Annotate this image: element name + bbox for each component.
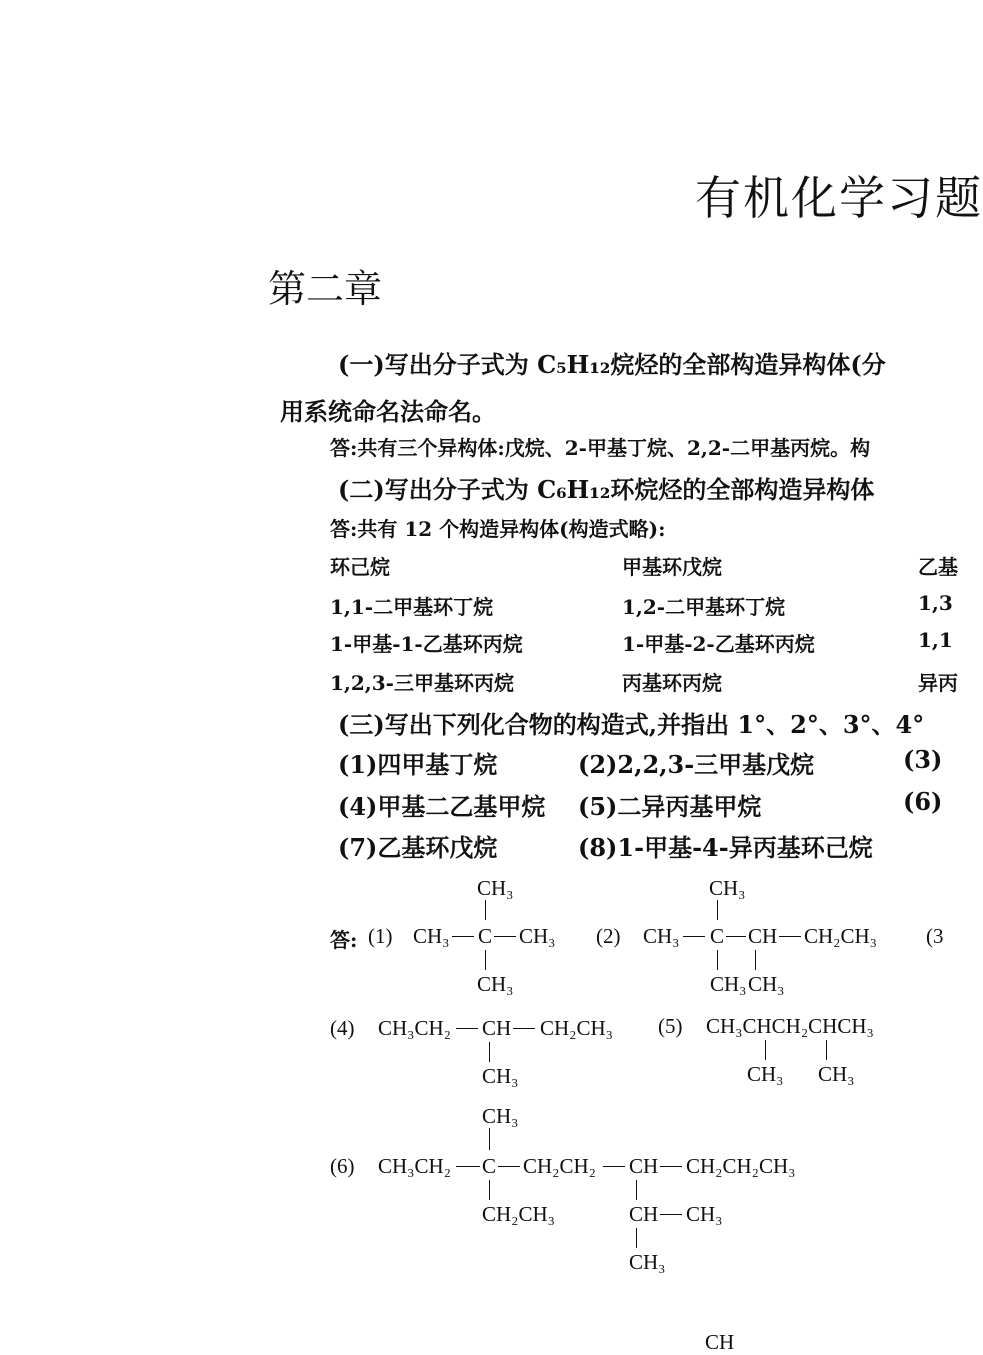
bond-line: [636, 1180, 637, 1200]
structure-group: CH₂CH₃: [540, 1016, 613, 1040]
bond-line: [683, 936, 705, 937]
structure-group: CH₃: [482, 1104, 519, 1128]
structure-atom: CH: [482, 1016, 512, 1040]
bond-line: [489, 1042, 490, 1062]
bond-line: [485, 950, 486, 970]
structure-group: CH₂CH₃: [482, 1202, 555, 1226]
structure-group: CH₃: [710, 972, 747, 996]
bond-line: [779, 936, 801, 937]
structure-group: CH₃: [818, 1062, 855, 1086]
bond-line: [636, 1228, 637, 1248]
isomer-cell: 环己烷: [330, 555, 390, 579]
structure-group: CH₃: [519, 924, 556, 948]
bond-line: [485, 900, 486, 920]
question-1-line-2: 用系统命名法命名。: [280, 397, 496, 426]
structure-chain: CH₃CHCH₂CHCH₃: [706, 1014, 874, 1038]
bond-line: [755, 950, 756, 970]
isomer-cell: 1,2-二甲基环丁烷: [622, 595, 786, 619]
bond-line: [494, 936, 516, 937]
bond-line: [603, 1166, 625, 1167]
bond-line: [456, 1166, 480, 1167]
compound-item: (4)甲基二乙基甲烷: [338, 792, 546, 821]
isomer-cell: 丙基环丙烷: [622, 671, 722, 695]
isomer-cell: 异丙: [918, 671, 958, 695]
compound-item: (3): [903, 745, 943, 774]
bond-line: [717, 950, 718, 970]
structure-group: CH₃: [482, 1064, 519, 1088]
question-2-answer: 答:共有 12 个构造异构体(构造式略):: [330, 517, 666, 541]
compound-item: (6): [903, 787, 943, 816]
question-1-answer: 答:共有三个异构体:戊烷、2-甲基丁烷、2,2-二甲基丙烷。构: [330, 436, 871, 460]
structure-label: (5): [658, 1014, 683, 1038]
structure-group: CH₂CH₂CH₃: [686, 1154, 796, 1178]
bond-line: [765, 1040, 766, 1060]
isomer-cell: 1-甲基-2-乙基环丙烷: [622, 632, 815, 656]
bond-line: [489, 1180, 490, 1200]
question-2-line-1: (二)写出分子式为 C₆H₁₂环烷烃的全部构造异构体: [338, 475, 875, 504]
structure-group: CH₃: [643, 924, 680, 948]
bond-line: [489, 1128, 490, 1150]
structure-label: (3: [926, 924, 944, 948]
compound-item: (1)四甲基丁烷: [338, 750, 498, 779]
structure-group: CH₂CH₂: [523, 1154, 596, 1178]
structure-atom: C: [710, 924, 725, 948]
chapter-heading: 第二章: [268, 267, 383, 311]
structure-group: CH₃CH₂: [378, 1016, 451, 1040]
structure-label: (1): [368, 924, 393, 948]
bond-line: [498, 1166, 520, 1167]
structure-label: (2): [596, 924, 621, 948]
bond-line: [513, 1028, 535, 1029]
isomer-cell: 1,1: [918, 628, 953, 652]
compound-item: (2)2,2,3-三甲基戊烷: [578, 750, 815, 779]
structure-group: CH₃: [686, 1202, 723, 1226]
structure-group: CH₃CH₂: [378, 1154, 451, 1178]
question-1-line-1: (一)写出分子式为 C₅H₁₂烷烃的全部构造异构体(分: [338, 350, 886, 379]
compound-item: (7)乙基环戊烷: [338, 833, 498, 862]
compound-item: (5)二异丙基甲烷: [578, 792, 762, 821]
structure-group: CH₃: [477, 972, 514, 996]
bond-line: [726, 936, 746, 937]
bond-line: [452, 936, 474, 937]
structure-atom: CH: [629, 1154, 659, 1178]
structure-atom: CH: [748, 924, 778, 948]
isomer-cell: 1,2,3-三甲基环丙烷: [330, 671, 514, 695]
isomer-cell: 甲基环戊烷: [622, 555, 722, 579]
structure-group: CH₃: [629, 1250, 666, 1274]
structure-group: CH₃: [477, 876, 514, 900]
structure-fragment: CH: [705, 1330, 735, 1354]
bond-line: [717, 900, 718, 920]
page-title: 有机化学习题: [695, 171, 983, 225]
bond-line: [456, 1028, 478, 1029]
isomer-cell: 1,3: [918, 591, 953, 615]
structure-group: CH₃: [709, 876, 746, 900]
structure-group: CH₃: [747, 1062, 784, 1086]
structure-group: CH₃: [748, 972, 785, 996]
bond-line: [660, 1214, 682, 1215]
structure-group: CH₃: [413, 924, 450, 948]
isomer-cell: 1,1-二甲基环丁烷: [330, 595, 494, 619]
isomer-cell: 乙基: [918, 555, 958, 579]
bond-line: [660, 1166, 682, 1167]
isomer-cell: 1-甲基-1-乙基环丙烷: [330, 632, 523, 656]
structure-atom: C: [482, 1154, 497, 1178]
bond-line: [826, 1040, 827, 1060]
question-3-line-1: (三)写出下列化合物的构造式,并指出 1°、2°、3°、4°: [338, 710, 925, 739]
structure-atom: C: [478, 924, 493, 948]
answer-label: 答:: [330, 928, 358, 952]
structure-atom: CH: [629, 1202, 659, 1226]
structure-label: (4): [330, 1016, 355, 1040]
structure-label: (6): [330, 1154, 355, 1178]
compound-item: (8)1-甲基-4-异丙基环己烷: [578, 833, 873, 862]
structure-group: CH₂CH₃: [804, 924, 877, 948]
